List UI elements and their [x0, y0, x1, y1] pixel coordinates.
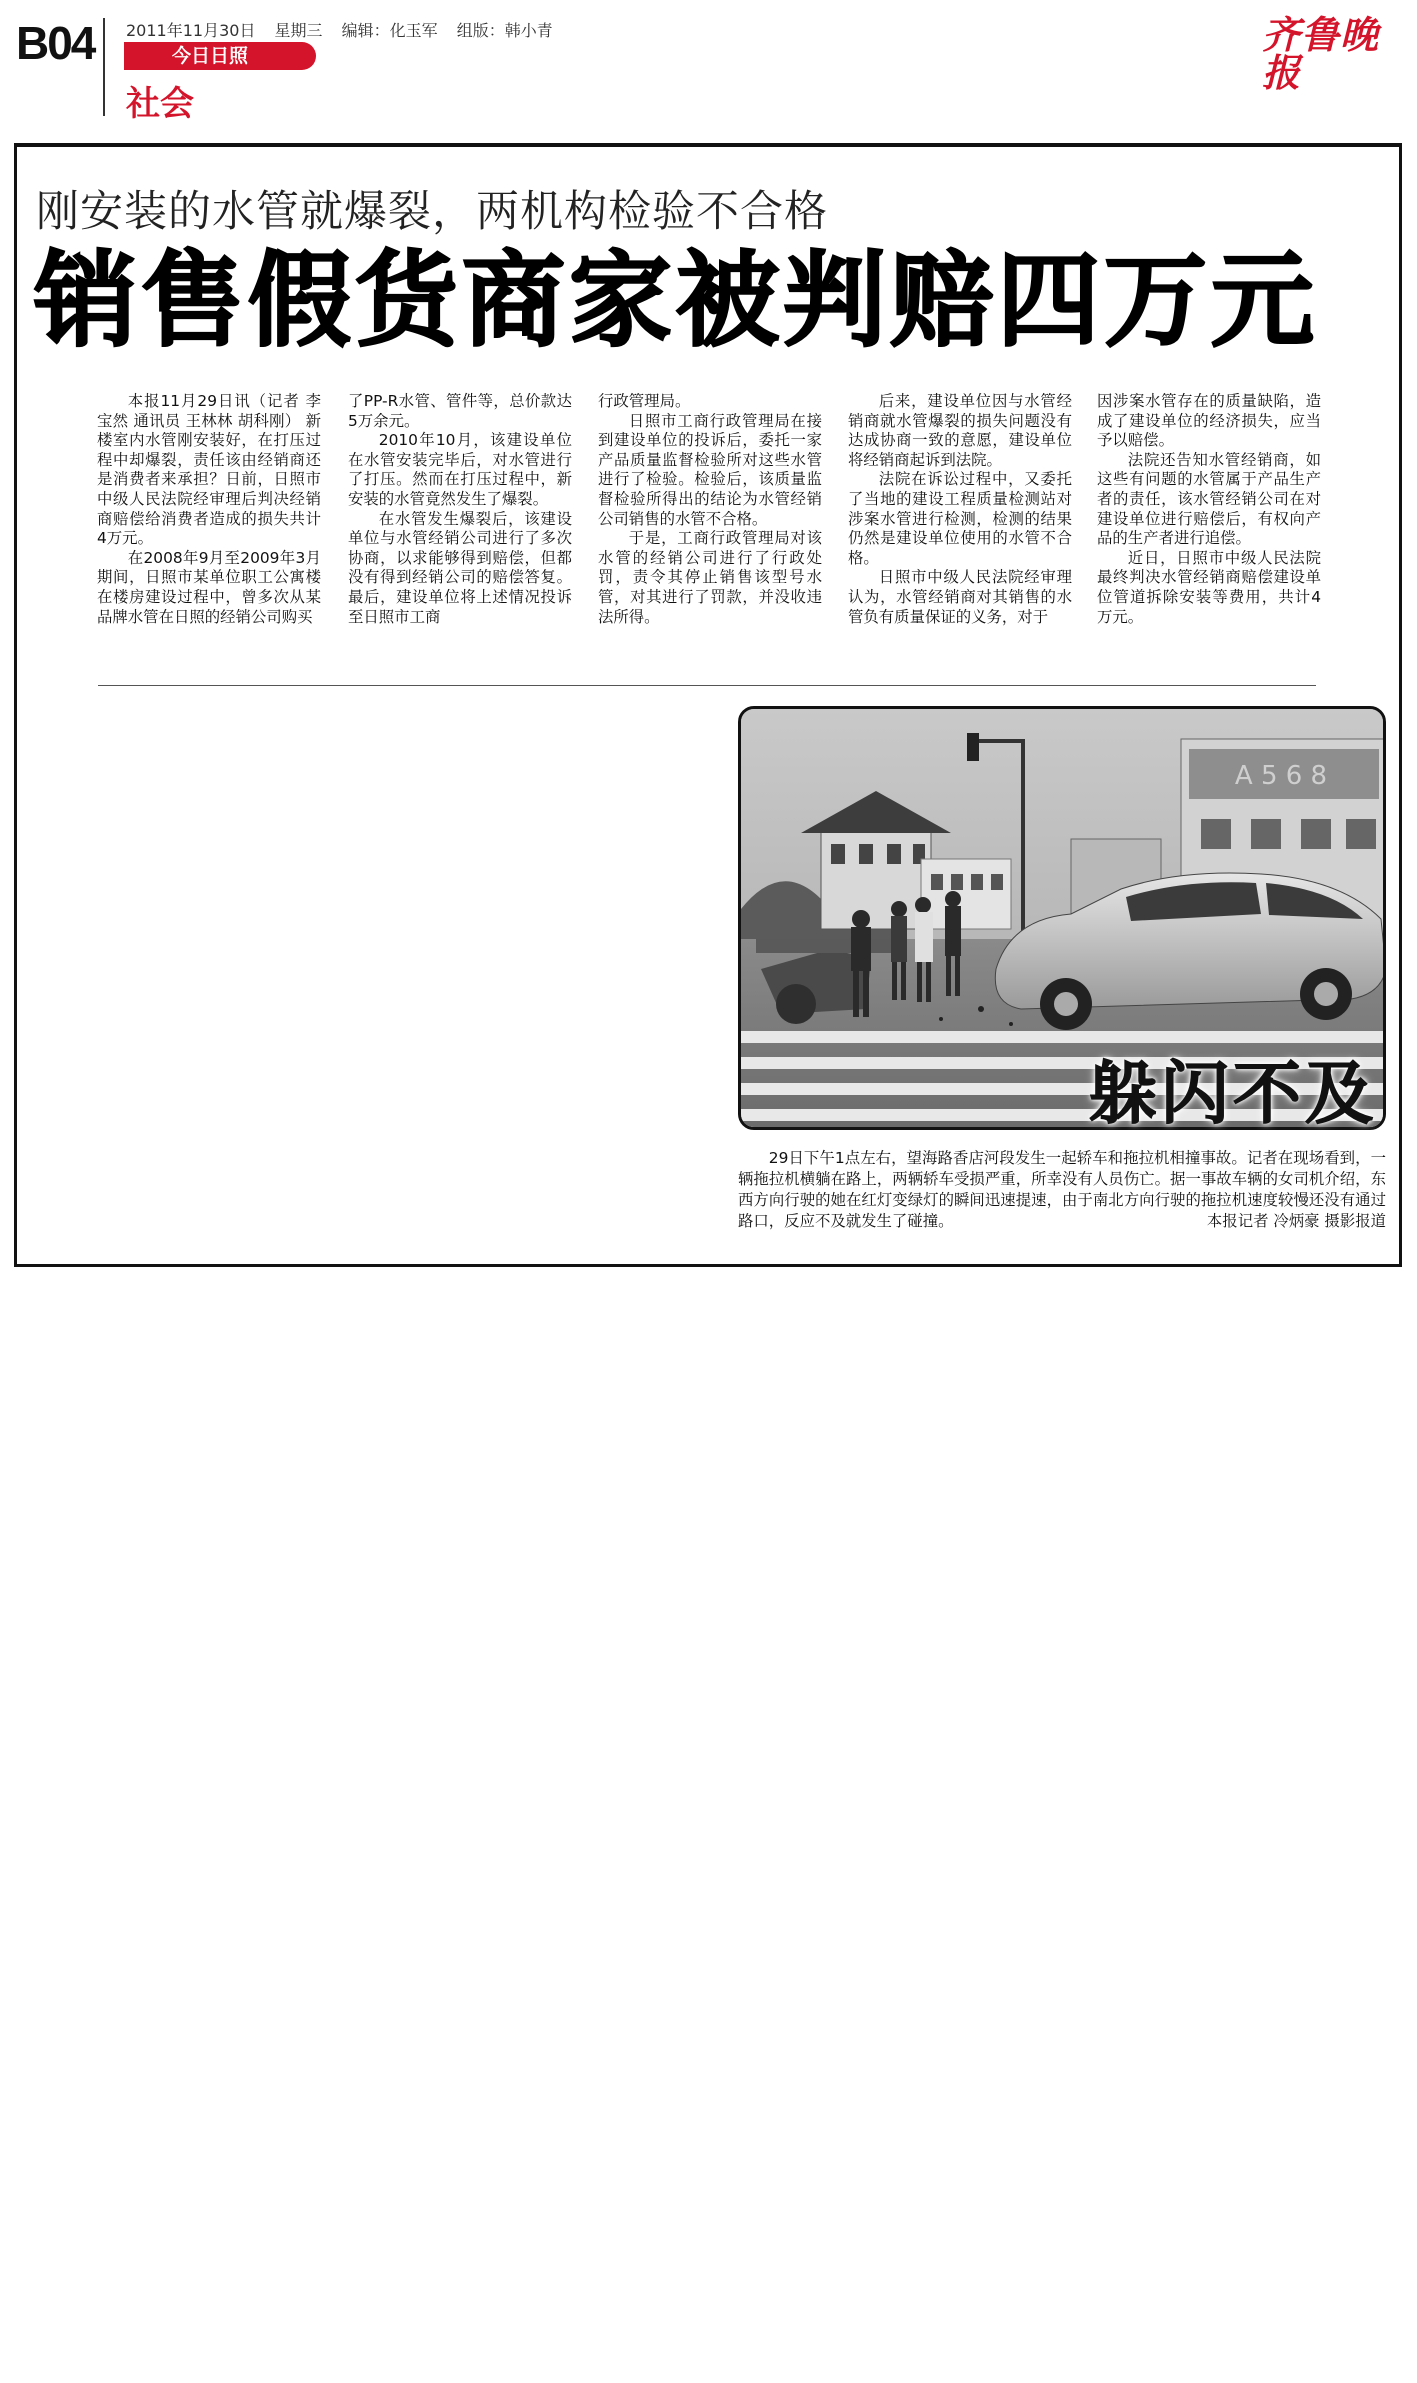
paragraph: 后来，建设单位因与水管经销商就水管爆裂的损失问题没有达成协商一致的意愿，建设单位将经销商起诉到法院。: [848, 392, 1072, 469]
article-column-3: [598, 392, 822, 627]
paragraph: 法院还告知水管经销商，如这些有问题的水管属于产品生产者的责任，该水管经销公司在对建设单位进行赔偿后，有权向产品的生产者进行追偿。: [1097, 450, 1321, 548]
issue-weekday: 星期三: [274, 21, 323, 40]
paragraph: 行政管理局。: [598, 392, 691, 410]
masthead-divider: [103, 18, 105, 116]
issue-meta: [126, 18, 567, 41]
caption-text: 29日下午1点左右，望海路香店河段发生一起轿车和拖拉机相撞事故。记者在现场看到，一辆拖拉机横躺在路上，两辆轿车受损严重，所幸没有人员伤亡。据一事故车辆的女司机介绍，东西方向行驶的她在红灯变绿灯的瞬间迅速提速，由于南北方向行驶的拖拉机速度较慢还没有通过路口，反应不及就发生了碰撞。: [738, 1149, 1386, 1230]
paragraph: 日照市工商行政管理局在接到建设单位的投诉后，委托一家产品质量监督检验所对这些水管进行了检验。检验后，该质量监督检验所得出的结论为水管经销公司销售的水管不合格。: [598, 411, 822, 528]
article-column-1: [97, 392, 321, 627]
article-column-2: [348, 392, 572, 627]
layout-credit: 组版：韩小青: [456, 21, 553, 40]
article-headline: 销售假货商家被判赔四万元: [34, 241, 1318, 361]
paragraph: 本报11月29日讯（记者 李宝然 通讯员 王林林 胡科刚） 新楼室内水管刚安装好，在打压过程中却爆裂，责任该由经销商还是消费者来承担？日前，日照市中级人民法院经审理后判决经销商赔偿给消费者造成的损失共计4万元。: [97, 392, 321, 548]
section-title: 社会: [126, 84, 194, 124]
paragraph: 因涉案水管存在的质量缺陷，造成了建设单位的经济损失，应当予以赔偿。: [1097, 392, 1321, 450]
page-number: B04: [16, 17, 95, 69]
column-rule: [98, 685, 1316, 686]
photo-title: 躲闪不及: [1088, 1055, 1377, 1134]
paragraph: 近日，日照市中级人民法院最终判决水管经销商赔偿建设单位管道拆除安装等费用，共计4万元。: [1097, 548, 1321, 626]
paragraph: 2010年10月，该建设单位在水管安装完毕后，对水管进行了打压。然而在打压过程中，新安装的水管竟然发生了爆裂。: [348, 431, 572, 508]
article-subhead: 刚安装的水管就爆裂，两机构检验不合格: [36, 187, 828, 237]
editor-credit: 编辑：化玉军: [341, 21, 438, 40]
edition-label: 今日日照: [124, 42, 316, 70]
article-column-4: [848, 392, 1072, 627]
paragraph: 在水管发生爆裂后，该建设单位与水管经销公司进行了多次协商，以求能够得到赔偿，但都没有得到经销公司的赔偿答复。最后，建设单位将上述情况投诉至日照市工商: [348, 509, 572, 626]
article-column-5: [1097, 392, 1321, 627]
paragraph: 日照市中级人民法院经审理认为，水管经销商对其销售的水管负有质量保证的义务，对于: [848, 568, 1072, 626]
paragraph: 了PP-R水管、管件等，总价款达5万余元。: [348, 392, 572, 430]
newspaper-logo: 齐鲁晚报: [1262, 12, 1380, 95]
paragraph: 在2008年9月至2009年3月期间，日照市某单位职工公寓楼在楼房建设过程中，曾多次从某品牌水管在日照的经销公司购买: [97, 548, 321, 626]
blurred-sign-text: A 5 6 8: [1234, 761, 1328, 791]
photo-caption: [738, 1148, 1386, 1232]
paragraph: 法院在诉讼过程中，又委托了当地的建设工程质量检测站对涉案水管进行检测，检测的结果仍然是建设单位使用的水管不合格。: [848, 470, 1072, 567]
paragraph: 于是，工商行政管理局对该水管的经销公司进行了行政处罚，责令其停止销售该型号水管，对其进行了罚款，并没收违法所得。: [598, 529, 822, 626]
photo-credit: 本报记者 冷炳豪 摄影报道: [1206, 1212, 1386, 1230]
issue-date: 2011年11月30日: [126, 21, 256, 40]
